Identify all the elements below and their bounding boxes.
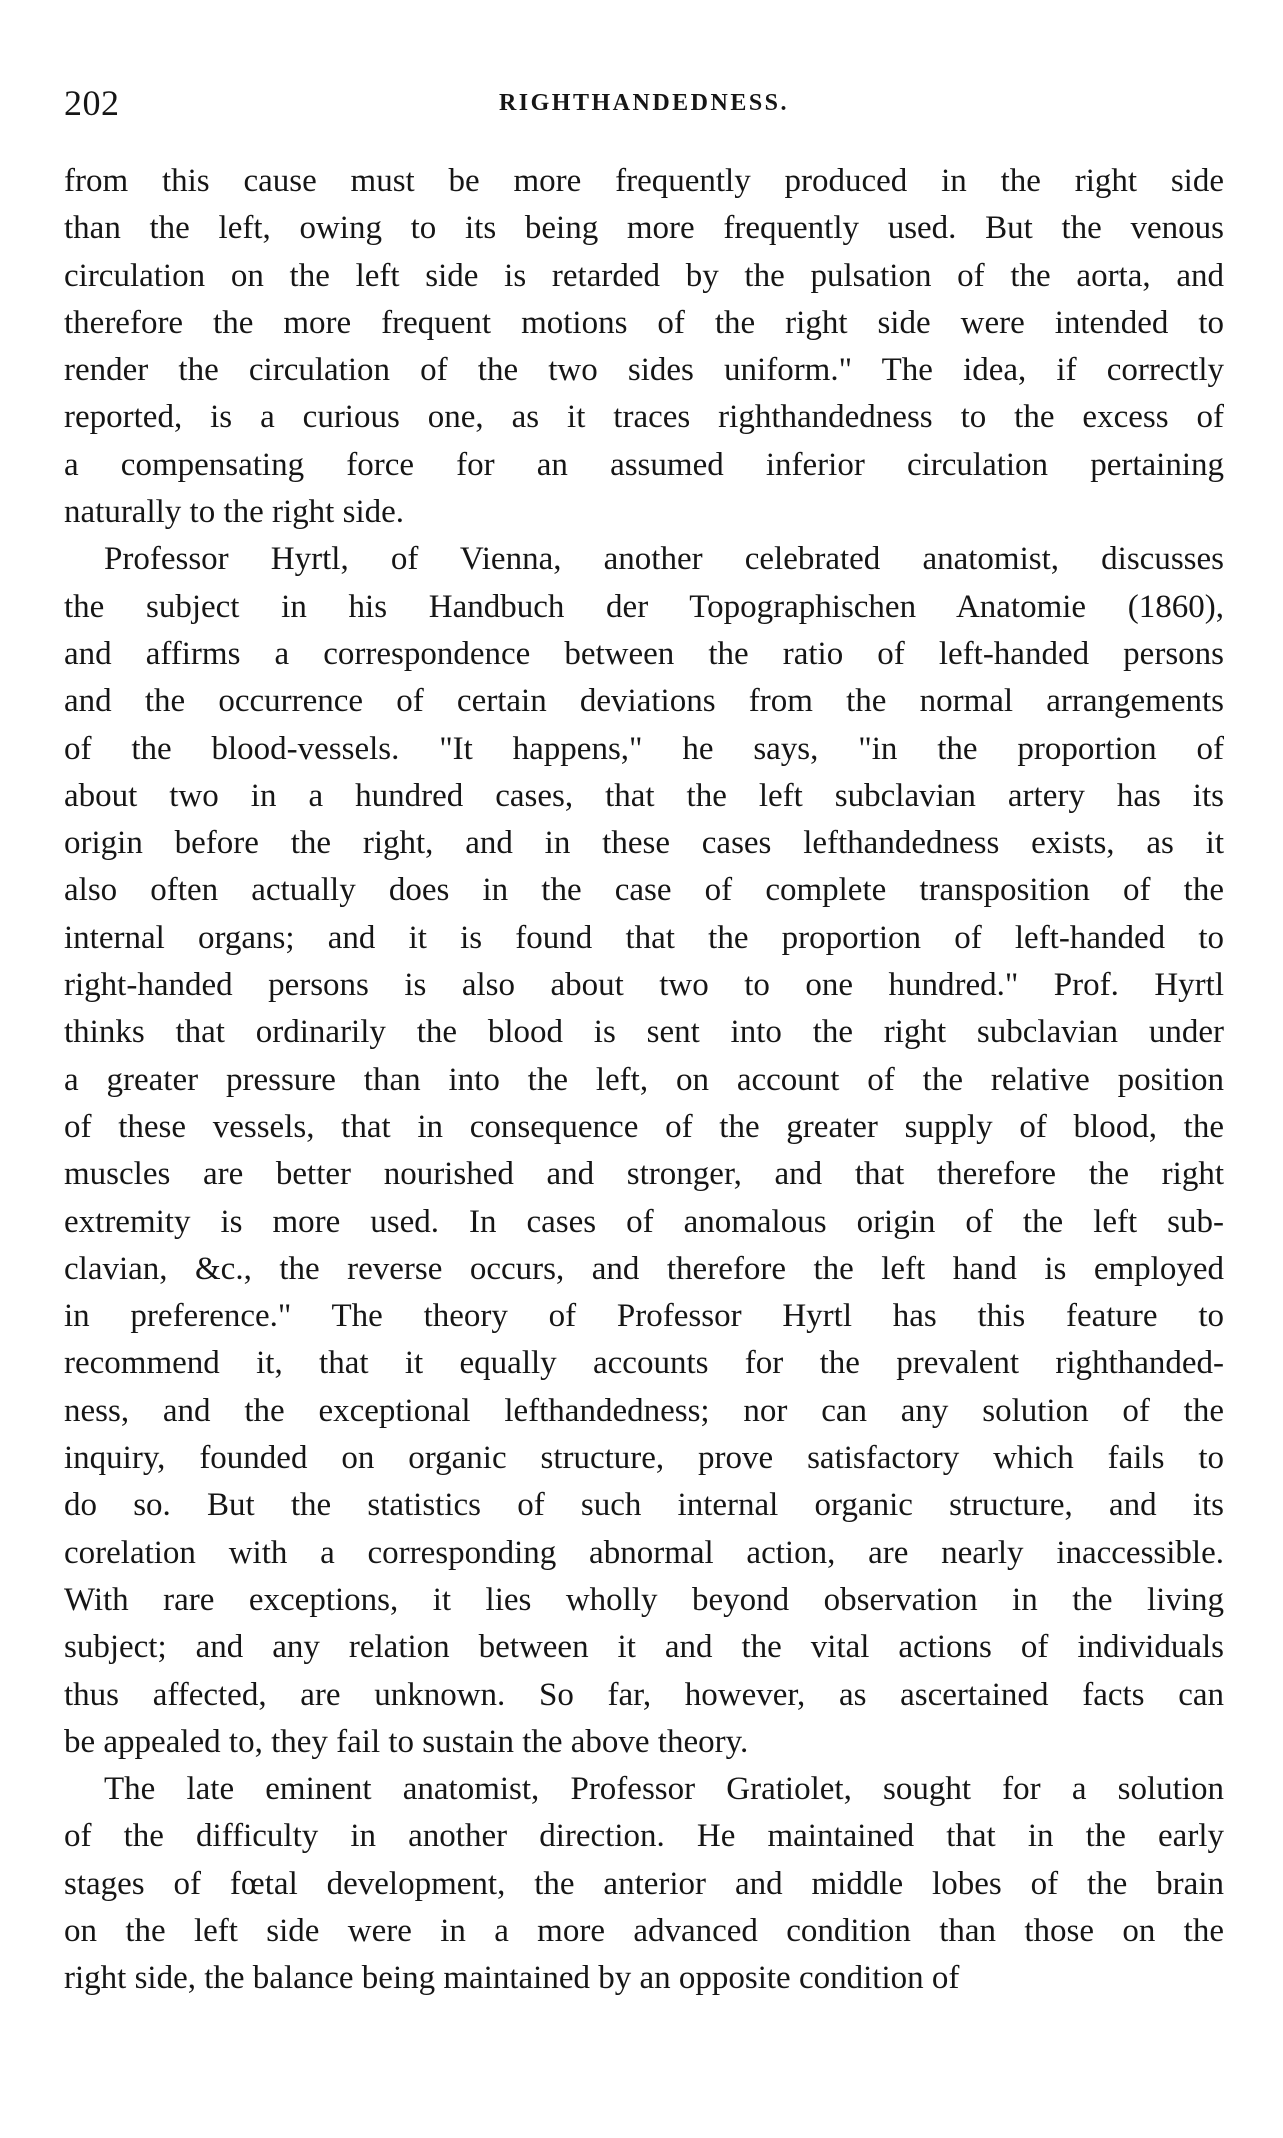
text-line: the subject in his Handbuch der Topographischen Anatomie (1860), bbox=[64, 588, 1224, 625]
text-line: also often actually does in the case of complete transposition of the bbox=[64, 872, 1224, 909]
text-line: render the circulation of the two sides uniform." The idea, if correctly bbox=[64, 352, 1224, 389]
text-line: stages of fœtal development, the anterior and middle lobes of the brain bbox=[64, 1865, 1224, 1902]
paragraph bbox=[64, 158, 1224, 536]
page-number: 202 bbox=[64, 83, 120, 123]
paragraph bbox=[64, 1766, 1224, 2002]
text-line: corelation with a corresponding abnormal action, are nearly inaccessible. bbox=[64, 1534, 1224, 1571]
text-line: extremity is more used. In cases of anomalous origin of the left sub- bbox=[64, 1203, 1224, 1240]
text-line: than the left, owing to its being more frequently used. But the venous bbox=[64, 210, 1224, 247]
text-line: thinks that ordinarily the blood is sent into the right subclavian under bbox=[64, 1014, 1224, 1051]
text-line: right side, the balance being maintained by an opposite condition of bbox=[64, 1960, 960, 1997]
text-line: on the left side were in a more advanced condition than those on the bbox=[64, 1912, 1224, 1949]
paragraph bbox=[64, 536, 1224, 1766]
text-line: be appealed to, they fail to sustain the above theory. bbox=[64, 1723, 749, 1760]
text-line: of the blood-vessels. "It happens," he says, "in the proportion of bbox=[64, 730, 1224, 767]
text-line: origin before the right, and in these cases lefthandedness exists, as it bbox=[64, 825, 1224, 862]
text-line: ness, and the exceptional lefthandedness; nor can any solution of the bbox=[64, 1392, 1224, 1429]
text-line: circulation on the left side is retarded by the pulsation of the aorta, and bbox=[64, 257, 1224, 294]
text-line: thus affected, are unknown. So far, however, as ascertained facts can bbox=[64, 1676, 1224, 1713]
text-line: about two in a hundred cases, that the left subclavian artery has its bbox=[64, 777, 1224, 814]
text-line: Professor Hyrtl, of Vienna, another celebrated anatomist, discusses bbox=[104, 541, 1224, 578]
text-line: muscles are better nourished and stronger, and that therefore the right bbox=[64, 1156, 1224, 1193]
text-line: of these vessels, that in consequence of the greater supply of blood, the bbox=[64, 1108, 1224, 1145]
text-line: reported, is a curious one, as it traces righthandedness to the excess of bbox=[64, 399, 1224, 436]
text-line: from this cause must be more frequently produced in the right side bbox=[64, 163, 1224, 199]
text-line: a greater pressure than into the left, on account of the relative position bbox=[64, 1061, 1224, 1098]
text-line: subject; and any relation between it and the vital actions of individuals bbox=[64, 1629, 1224, 1666]
text-line: inquiry, founded on organic structure, prove satisfactory which fails to bbox=[64, 1440, 1224, 1477]
text-line: With rare exceptions, it lies wholly beyond observation in the living bbox=[64, 1581, 1224, 1618]
text-line: clavian, &c., the reverse occurs, and therefore the left hand is employed bbox=[64, 1250, 1224, 1287]
text-line: naturally to the right side. bbox=[64, 494, 405, 531]
text-line: recommend it, that it equally accounts for the prevalent righthanded- bbox=[64, 1345, 1224, 1382]
text-line: internal organs; and it is found that the proportion of left-handed to bbox=[64, 919, 1224, 956]
text-line: do so. But the statistics of such internal organic structure, and its bbox=[64, 1487, 1224, 1524]
text-line: and affirms a correspondence between the ratio of left-handed persons bbox=[64, 635, 1224, 672]
running-head bbox=[64, 78, 1224, 128]
text-line: right-handed persons is also about two to one hundred." Prof. Hyrtl bbox=[64, 967, 1224, 1004]
text-line: of the difficulty in another direction. He maintained that in the early bbox=[64, 1818, 1224, 1855]
text-line: and the occurrence of certain deviations from the normal arrangements bbox=[64, 683, 1224, 720]
body-text bbox=[64, 158, 1224, 2003]
text-line: in preference." The theory of Professor Hyrtl has this feature to bbox=[64, 1298, 1224, 1335]
running-title: RIGHTHANDEDNESS. bbox=[498, 90, 790, 116]
text-line: The late eminent anatomist, Professor Gratiolet, sought for a solution bbox=[104, 1771, 1224, 1808]
text-line: therefore the more frequent motions of the right side were intended to bbox=[64, 304, 1224, 341]
text-line: a compensating force for an assumed inferior circulation pertaining bbox=[64, 446, 1224, 483]
